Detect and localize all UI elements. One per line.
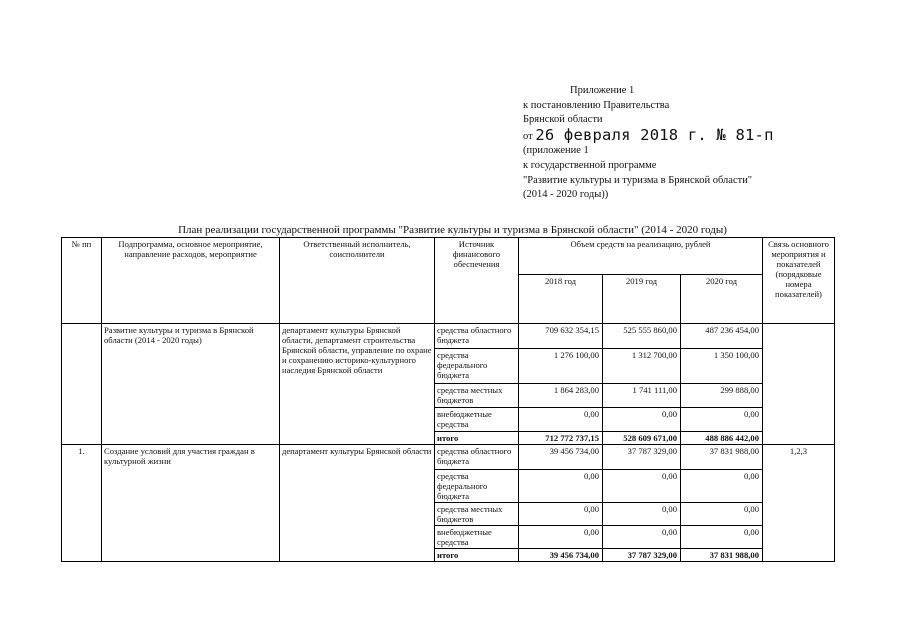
value-2018: 0,00 — [519, 503, 603, 526]
row-source: средства местных бюджетов — [435, 503, 519, 526]
table-row — [62, 445, 835, 470]
row-link: 1,2,3 — [763, 445, 835, 562]
value-2019: 1 312 700,00 — [603, 349, 681, 384]
value-2019: 37 787 329,00 — [603, 445, 681, 470]
value-2020: 0,00 — [681, 470, 763, 503]
row-source: средства областного бюджета — [435, 445, 519, 470]
value-2018: 1 276 100,00 — [519, 349, 603, 384]
value-2020: 487 236 454,00 — [681, 324, 763, 349]
appendix-line: Брянской области — [523, 114, 603, 126]
row-program: Развитие культуры и туризма в Брянской области (2014 - 2020 годы) — [102, 324, 280, 445]
value-2019: 0,00 — [603, 470, 681, 503]
value-2019: 1 741 111,00 — [603, 384, 681, 408]
row-source: средства местных бюджетов — [435, 384, 519, 408]
value-2018: 709 632 354,15 — [519, 324, 603, 349]
row-executor: департамент культуры Брянской области — [280, 445, 435, 562]
date-prefix: от — [523, 130, 533, 142]
header-year-2018: 2018 год — [519, 275, 603, 324]
handwritten-date-number: 26 февраля 2018 г. № 81-п — [535, 125, 774, 144]
header-year-2020: 2020 год — [681, 275, 763, 324]
row-executor: департамент культуры Брянской области, департамент строительства Брянской области, управление по охране и сохранению историко-культурного наследия Брянской области — [280, 324, 435, 445]
total-2020: 488 886 442,00 — [681, 432, 763, 445]
value-2018: 0,00 — [519, 408, 603, 432]
table-header-row — [62, 238, 835, 275]
header-source: Источник финансового обеспечения — [435, 238, 519, 324]
plan-table — [61, 237, 835, 562]
value-2020: 1 350 100,00 — [681, 349, 763, 384]
row-source-total: итого — [435, 432, 519, 445]
value-2020: 0,00 — [681, 503, 763, 526]
value-2020: 0,00 — [681, 408, 763, 432]
value-2020: 299 888,00 — [681, 384, 763, 408]
header-link: Связь основного мероприятия и показателей (порядковые номера показателей) — [763, 238, 835, 324]
header-program: Подпрограмма, основное мероприятие, направление расходов, мероприятие — [102, 238, 280, 324]
row-source: средства федерального бюджета — [435, 349, 519, 384]
value-2020: 37 831 988,00 — [681, 445, 763, 470]
total-2019: 528 609 671,00 — [603, 432, 681, 445]
appendix-title: Приложение 1 — [570, 85, 635, 96]
row-source-total: итого — [435, 549, 519, 562]
row-source: средства областного бюджета — [435, 324, 519, 349]
header-executor: Ответственный исполнитель, соисполнители — [280, 238, 435, 324]
appendix-line: (приложение 1 — [523, 145, 589, 157]
value-2018: 0,00 — [519, 470, 603, 503]
row-program: Создание условий для участия граждан в культурной жизни — [102, 445, 280, 562]
value-2019: 0,00 — [603, 526, 681, 549]
value-2018: 39 456 734,00 — [519, 445, 603, 470]
value-2020: 0,00 — [681, 526, 763, 549]
appendix-line: к постановлению Правительства — [523, 99, 670, 111]
total-2018: 39 456 734,00 — [519, 549, 603, 562]
header-num: № пп — [62, 238, 102, 324]
row-link — [763, 324, 835, 445]
appendix-block — [523, 84, 883, 203]
total-2019: 37 787 329,00 — [603, 549, 681, 562]
appendix-date-line — [523, 125, 883, 145]
value-2019: 525 555 860,00 — [603, 324, 681, 349]
header-year-2019: 2019 год — [603, 275, 681, 324]
value-2019: 0,00 — [603, 408, 681, 432]
total-2020: 37 831 988,00 — [681, 549, 763, 562]
appendix-line: (2014 - 2020 годы)) — [523, 189, 609, 201]
table-row — [62, 324, 835, 349]
header-volume: Объем средств на реализацию, рублей — [519, 238, 763, 275]
value-2018: 0,00 — [519, 526, 603, 549]
row-num — [62, 324, 102, 445]
row-num: 1. — [62, 445, 102, 562]
value-2019: 0,00 — [603, 503, 681, 526]
total-2018: 712 772 737,15 — [519, 432, 603, 445]
document-title: План реализации государственной программы "Развитие культуры и туризма в Брянской области" (2014 - 2020 годы) — [178, 224, 727, 236]
row-source: внебюджетные средства — [435, 526, 519, 549]
value-2018: 1 864 283,00 — [519, 384, 603, 408]
appendix-line: к государственной программе — [523, 159, 657, 171]
row-source: внебюджетные средства — [435, 408, 519, 432]
appendix-line: "Развитие культуры и туризма в Брянской области" — [523, 174, 753, 186]
row-source: средства федерального бюджета — [435, 470, 519, 503]
